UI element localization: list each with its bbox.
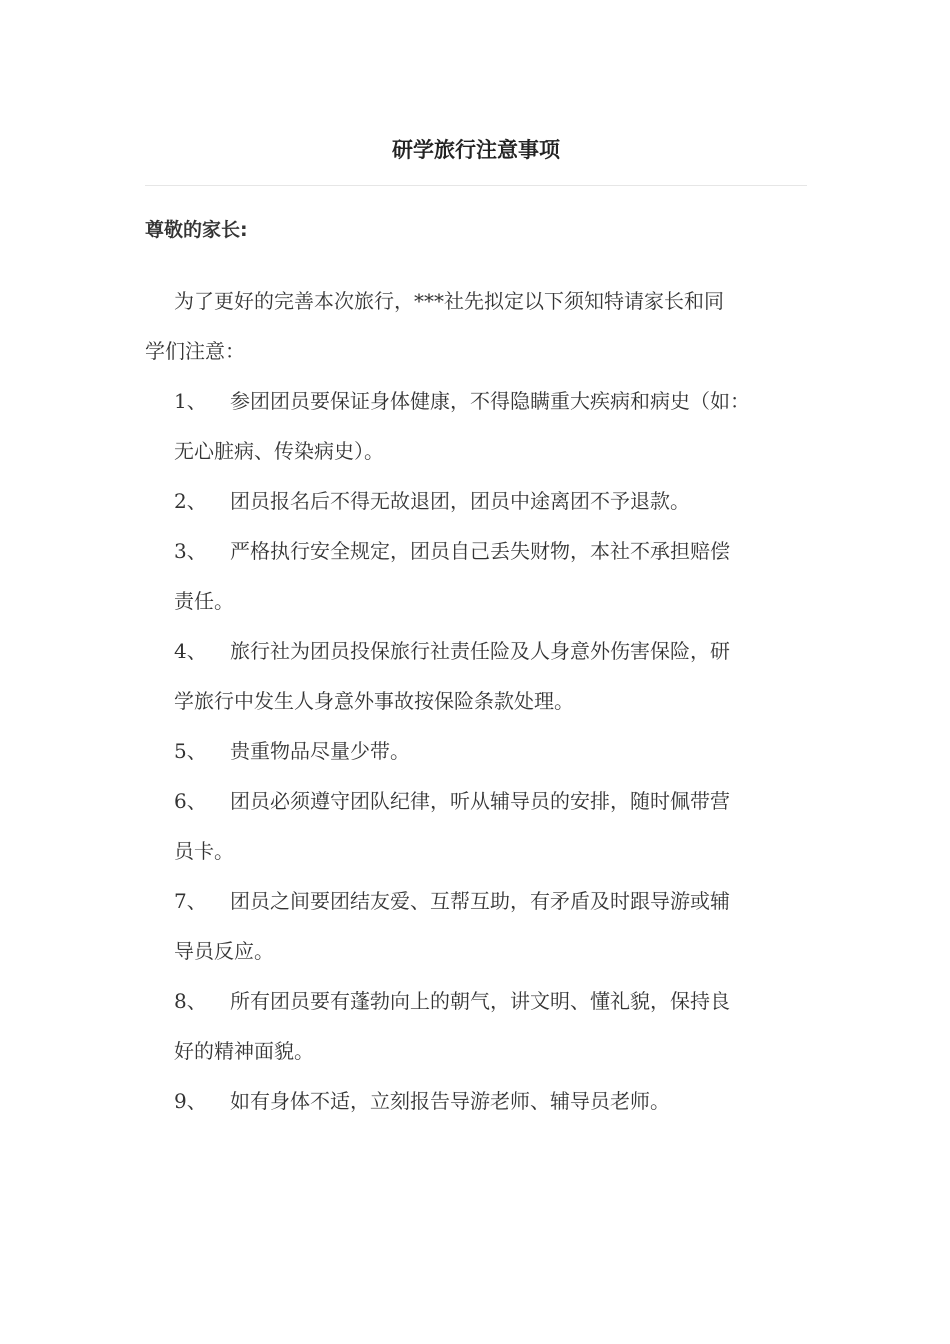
page-title: 研学旅行注意事项 — [392, 138, 560, 162]
list-item — [145, 1076, 807, 1126]
item-number: 2、 — [174, 489, 207, 513]
item-text-continued: 责任。 — [174, 589, 234, 613]
item-text-continued: 好的精神面貌。 — [174, 1039, 314, 1063]
item-text: 团员必须遵守团队纪律，听从辅导员的安排，随时佩带营 — [230, 789, 730, 813]
item-number: 6、 — [174, 789, 207, 813]
intro-line-1: 为了更好的完善本次旅行，***社先拟定以下须知特请家长和同 — [174, 289, 724, 313]
item-number: 4、 — [174, 639, 207, 663]
item-text: 团员报名后不得无故退团，团员中途离团不予退款。 — [230, 489, 690, 513]
list-item — [145, 526, 807, 626]
item-text-continued: 导员反应。 — [174, 939, 274, 963]
list-item — [145, 876, 807, 976]
title-divider — [145, 185, 807, 186]
item-text: 如有身体不适，立刻报告导游老师、辅导员老师。 — [230, 1089, 670, 1113]
list-item — [145, 776, 807, 876]
item-number: 8、 — [174, 989, 207, 1013]
item-text-continued: 员卡。 — [174, 839, 234, 863]
item-text: 所有团员要有蓬勃向上的朝气，讲文明、懂礼貌，保持良 — [230, 989, 730, 1013]
notice-list — [145, 376, 807, 1126]
item-text-continued: 学旅行中发生人身意外事故按保险条款处理。 — [174, 689, 574, 713]
item-number: 9、 — [174, 1089, 207, 1113]
item-number: 7、 — [174, 889, 207, 913]
item-text: 旅行社为团员投保旅行社责任险及人身意外伤害保险，研 — [230, 639, 730, 663]
intro-line-2: 学们注意： — [145, 339, 245, 363]
list-item — [145, 476, 807, 526]
item-text: 团员之间要团结友爱、互帮互助，有矛盾及时跟导游或辅 — [230, 889, 730, 913]
list-item — [145, 726, 807, 776]
salutation: 尊敬的家长: — [145, 219, 248, 241]
item-text-continued: 无心脏病、传染病史）。 — [174, 439, 384, 463]
item-text: 贵重物品尽量少带。 — [230, 739, 410, 763]
list-item — [145, 626, 807, 726]
item-text: 严格执行安全规定，团员自己丢失财物，本社不承担赔偿 — [230, 539, 730, 563]
list-item — [145, 376, 807, 476]
intro-paragraph — [145, 276, 807, 376]
list-item — [145, 976, 807, 1076]
item-number: 3、 — [174, 539, 207, 563]
item-text: 参团团员要保证身体健康，不得隐瞒重大疾病和病史（如： — [230, 389, 750, 413]
item-number: 5、 — [174, 739, 207, 763]
item-number: 1、 — [174, 389, 207, 413]
